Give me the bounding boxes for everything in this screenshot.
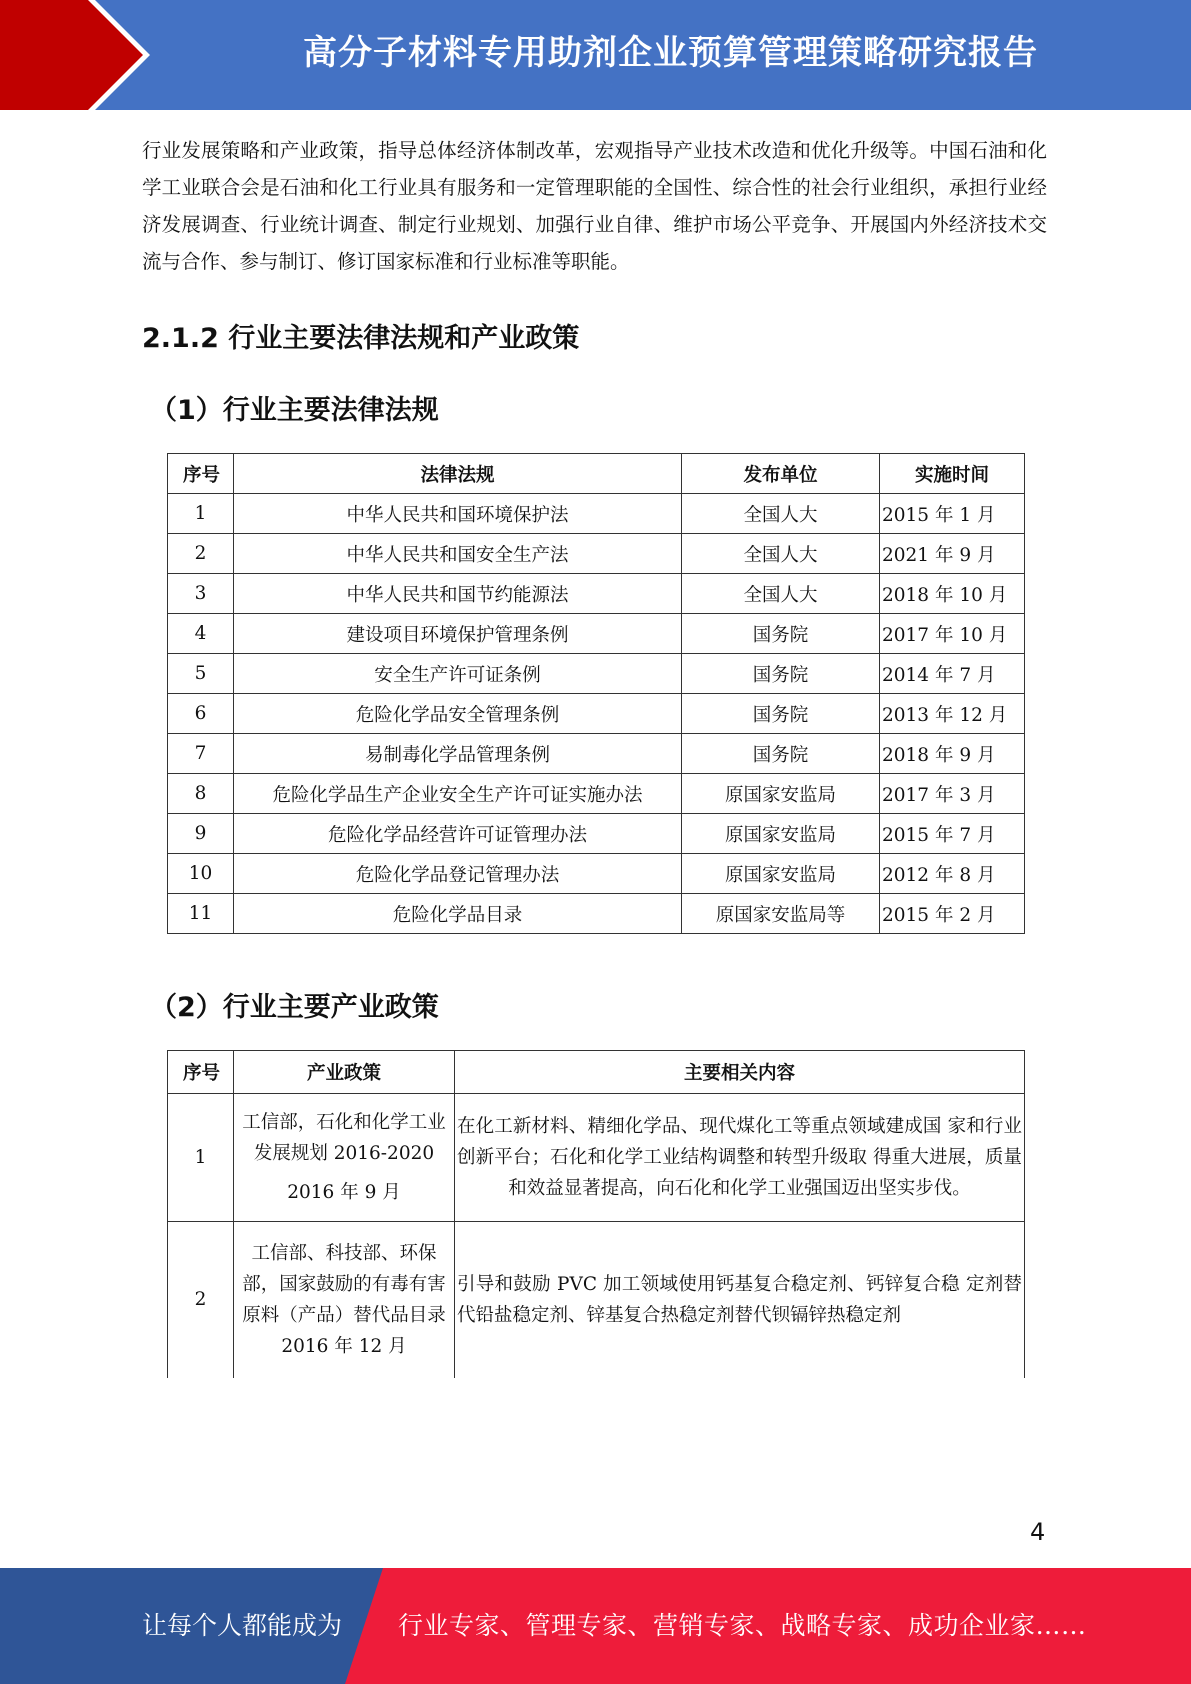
cell-content: 引导和鼓励 PVC 加工领域使用钙基复合稳定剂、钙锌复合稳 定剂替代铅盐稳定剂、锌基复合热稳定剂替代钡镉锌热稳定剂 <box>455 1222 1025 1378</box>
header-cell-content: 主要相关内容 <box>455 1051 1025 1094</box>
header-cell-no: 序号 <box>168 1051 234 1094</box>
cell-law: 安全生产许可证条例 <box>234 654 682 694</box>
cell-no: 7 <box>168 734 234 774</box>
cell-issuer: 原国家安监局 <box>682 814 880 854</box>
table-row <box>168 1222 1025 1378</box>
cell-law: 中华人民共和国节约能源法 <box>234 574 682 614</box>
table-row <box>168 854 1025 894</box>
cell-no: 9 <box>168 814 234 854</box>
cell-date: 2015 年 2 月 <box>880 894 1025 934</box>
cell-no: 1 <box>168 1094 234 1222</box>
table-row <box>168 1094 1025 1222</box>
table-row <box>168 534 1025 574</box>
cell-no: 3 <box>168 574 234 614</box>
table-row <box>168 774 1025 814</box>
cell-date: 2017 年 10 月 <box>880 614 1025 654</box>
cell-no: 5 <box>168 654 234 694</box>
cell-date: 2014 年 7 月 <box>880 654 1025 694</box>
table-row <box>168 894 1025 934</box>
cell-policy <box>234 1094 455 1222</box>
table-header-row <box>168 454 1025 494</box>
cell-issuer: 国务院 <box>682 694 880 734</box>
cell-date: 2012 年 8 月 <box>880 854 1025 894</box>
cell-no: 4 <box>168 614 234 654</box>
cell-no: 2 <box>168 534 234 574</box>
footer-banner <box>0 1568 1191 1684</box>
table-row <box>168 654 1025 694</box>
policy-date: 2016 年 9 月 <box>287 1182 401 1203</box>
cell-content: 在化工新材料、精细化学品、现代煤化工等重点领域建成国 家和行业创新平台；石化和化学工业结构调整和转型升级取 得重大进展，质量和效益显著提高，向石化和化学工业强国迈出坚实步伐。 <box>455 1094 1025 1222</box>
policy-title: 工信部，石化和化学工业发展规划 2016-2020 <box>242 1112 446 1164</box>
table-row <box>168 814 1025 854</box>
header-banner <box>0 0 1191 110</box>
cell-law: 中华人民共和国安全生产法 <box>234 534 682 574</box>
laws-heading: （1）行业主要法律法规 <box>150 395 439 426</box>
cell-issuer: 全国人大 <box>682 534 880 574</box>
cell-date: 2017 年 3 月 <box>880 774 1025 814</box>
cell-issuer: 国务院 <box>682 734 880 774</box>
header-cell-date: 实施时间 <box>880 454 1025 494</box>
table-row <box>168 574 1025 614</box>
cell-issuer: 原国家安监局等 <box>682 894 880 934</box>
cell-issuer: 全国人大 <box>682 574 880 614</box>
table-row <box>168 494 1025 534</box>
cell-law: 易制毒化学品管理条例 <box>234 734 682 774</box>
cell-law: 建设项目环境保护管理条例 <box>234 614 682 654</box>
cell-law: 危险化学品目录 <box>234 894 682 934</box>
cell-date: 2018 年 9 月 <box>880 734 1025 774</box>
cell-law: 危险化学品经营许可证管理办法 <box>234 814 682 854</box>
laws-table <box>167 453 1025 934</box>
table-row <box>168 614 1025 654</box>
document-title: 高分子材料专用助剂企业预算管理策略研究报告 <box>303 33 1038 73</box>
cell-no: 11 <box>168 894 234 934</box>
header-cell-policy: 产业政策 <box>234 1051 455 1094</box>
cell-no: 2 <box>168 1222 234 1378</box>
header-cell-no: 序号 <box>168 454 234 494</box>
page-number: 4 <box>1030 1518 1046 1546</box>
cell-issuer: 国务院 <box>682 614 880 654</box>
table-row <box>168 694 1025 734</box>
policies-table <box>167 1050 1025 1378</box>
cell-no: 10 <box>168 854 234 894</box>
section-heading: 2.1.2 行业主要法律法规和产业政策 <box>142 323 580 354</box>
cell-issuer: 原国家安监局 <box>682 774 880 814</box>
header-cell-law: 法律法规 <box>234 454 682 494</box>
cell-law: 危险化学品生产企业安全生产许可证实施办法 <box>234 774 682 814</box>
cell-no: 1 <box>168 494 234 534</box>
table-row <box>168 734 1025 774</box>
cell-law: 中华人民共和国环境保护法 <box>234 494 682 534</box>
cell-no: 8 <box>168 774 234 814</box>
cell-date: 2018 年 10 月 <box>880 574 1025 614</box>
cell-law: 危险化学品登记管理办法 <box>234 854 682 894</box>
cell-issuer: 全国人大 <box>682 494 880 534</box>
cell-date: 2013 年 12 月 <box>880 694 1025 734</box>
policies-heading: （2）行业主要产业政策 <box>150 992 439 1023</box>
cell-date: 2015 年 1 月 <box>880 494 1025 534</box>
cell-date: 2021 年 9 月 <box>880 534 1025 574</box>
intro-paragraph: 行业发展策略和产业政策，指导总体经济体制改革，宏观指导产业技术改造和优化升级等。中国石油和化学工业联合会是石油和化工行业具有服务和一定管理职能的全国性、综合性的社会行业组织，承担行业经济发展调查、行业统计调查、制定行业规划、加强行业自律、维护市场公平竞争、开展国内外经济技术交流与合作、参与制订、修订国家标准和行业标准等职能。 <box>142 139 1047 273</box>
cell-date: 2015 年 7 月 <box>880 814 1025 854</box>
table-header-row <box>168 1051 1025 1094</box>
footer-slogan-left: 让每个人都能成为 <box>142 1611 343 1640</box>
cell-issuer: 国务院 <box>682 654 880 694</box>
cell-issuer: 原国家安监局 <box>682 854 880 894</box>
cell-law: 危险化学品安全管理条例 <box>234 694 682 734</box>
header-cell-issuer: 发布单位 <box>682 454 880 494</box>
cell-no: 6 <box>168 694 234 734</box>
footer-slogan-right: 行业专家、管理专家、营销专家、战略专家、成功企业家…… <box>398 1611 1087 1640</box>
cell-policy: 工信部、科技部、环保部，国家鼓励的有毒有害原料（产品）替代品目录 2016 年 12 月 <box>234 1222 455 1378</box>
